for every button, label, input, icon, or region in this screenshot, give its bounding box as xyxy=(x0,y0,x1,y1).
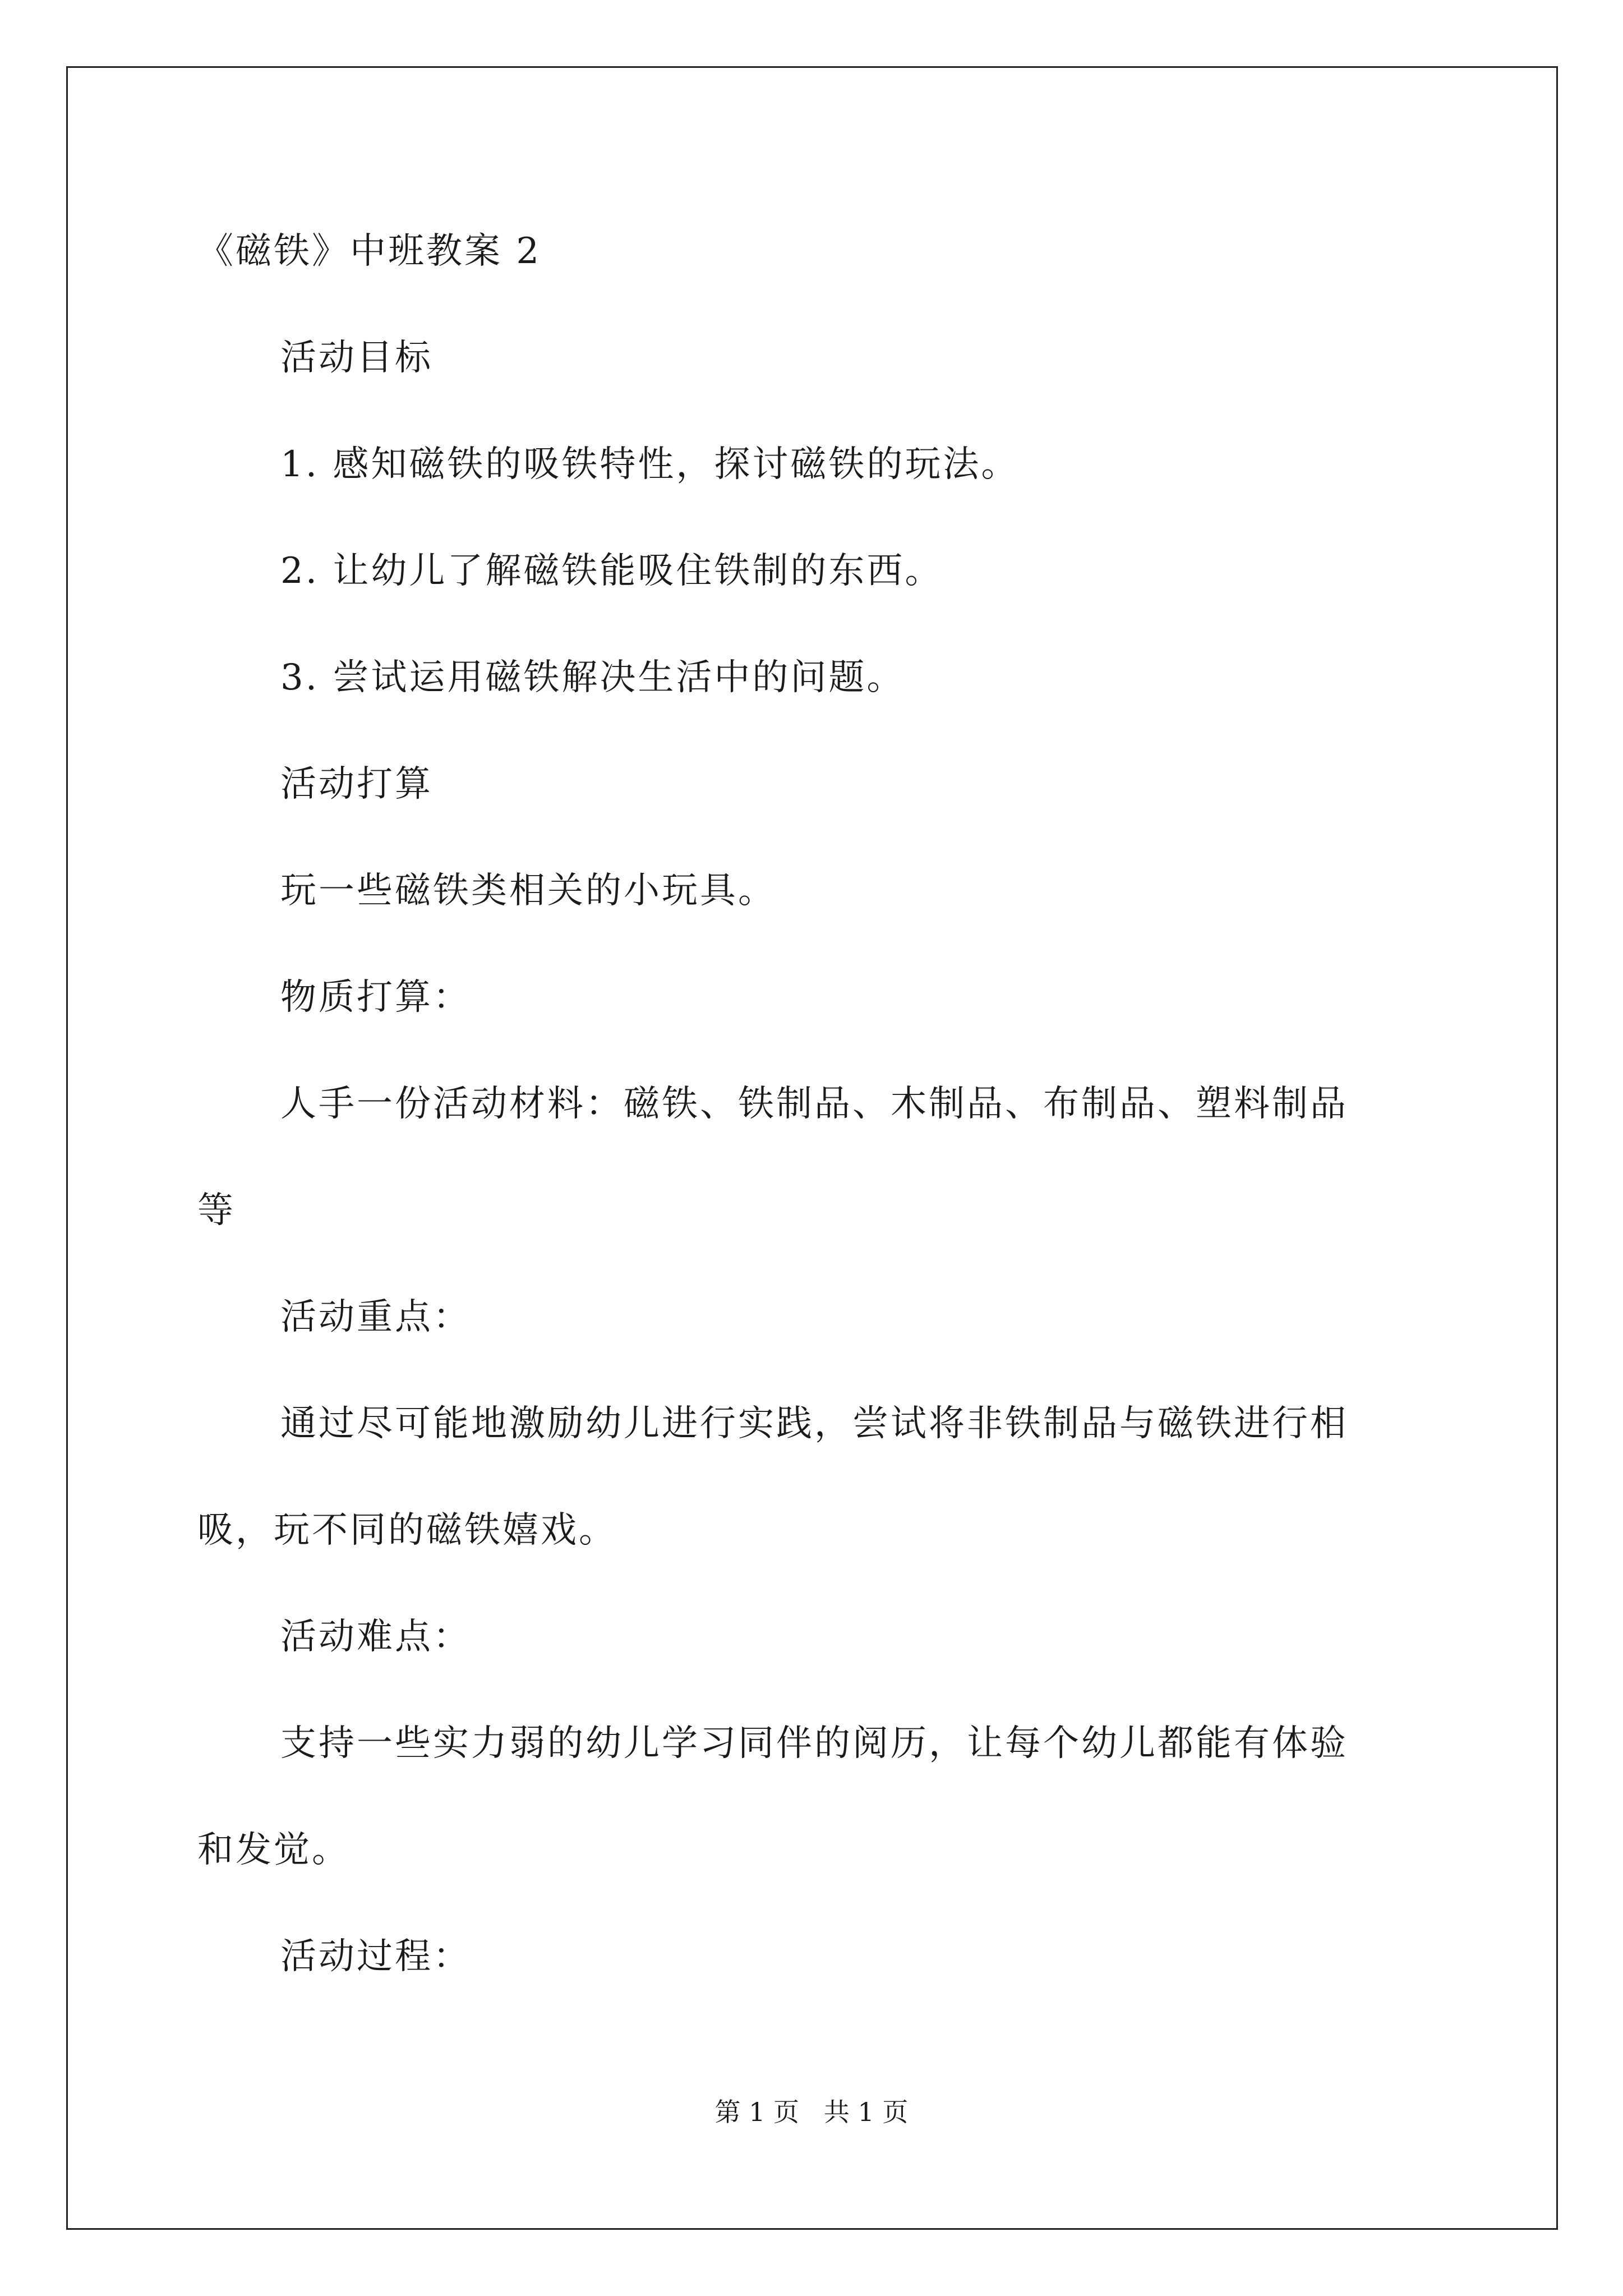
goal-item-3: 3. 尝试运用磁铁解决生活中的问题。 xyxy=(280,657,905,698)
key-points-text-line-2: 吸，玩不同的磁铁嬉戏。 xyxy=(197,1510,617,1551)
goal-item-1: 1. 感知磁铁的吸铁特性，探讨磁铁的玩法。 xyxy=(280,444,1020,485)
document-title: 《磁铁》中班教案 2 xyxy=(197,231,542,272)
key-points-text-line-1: 通过尽可能地激励幼儿进行实践，尝试将非铁制品与磁铁进行相 xyxy=(280,1403,1348,1444)
goal-item-2: 2. 让幼儿了解磁铁能吸住铁制的东西。 xyxy=(280,550,943,592)
materials-text-line-1: 人手一份活动材料：磁铁、铁制品、木制品、布制品、塑料制品 xyxy=(280,1083,1348,1125)
difficulties-text-line-2: 和发觉。 xyxy=(197,1829,350,1871)
difficulties-text-line-1: 支持一些实力弱的幼儿学习同伴的阅历，让每个幼儿都能有体验 xyxy=(280,1723,1348,1764)
section-heading-goals: 活动目标 xyxy=(280,337,433,379)
page-footer: 第 1 页 共 1 页 xyxy=(714,2097,909,2127)
preparation-text: 玩一些磁铁类相关的小玩具。 xyxy=(280,870,776,912)
section-heading-difficulties: 活动难点： xyxy=(280,1616,471,1658)
section-heading-materials: 物质打算： xyxy=(280,977,471,1018)
section-heading-process: 活动过程： xyxy=(280,1936,471,1977)
section-heading-preparation: 活动打算 xyxy=(280,763,433,805)
section-heading-key-points: 活动重点： xyxy=(280,1296,471,1338)
materials-text-line-2: 等 xyxy=(197,1190,236,1231)
page-border xyxy=(66,66,1558,2230)
